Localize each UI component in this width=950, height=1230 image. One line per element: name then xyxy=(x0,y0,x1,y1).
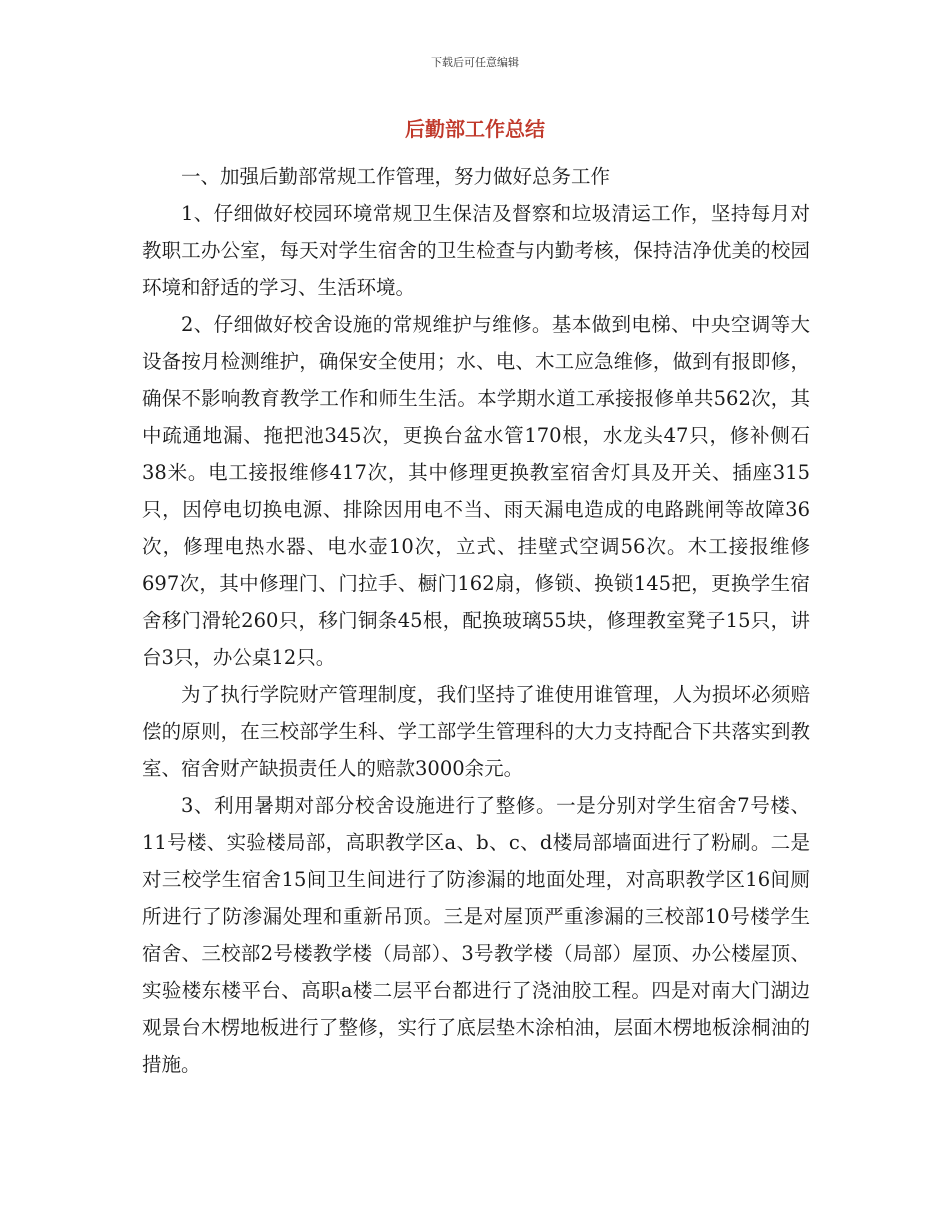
paragraph: 3、利用暑期对部分校舍设施进行了整修。一是分别对学生宿舍7号楼、11号楼、实验楼局部，高职教学区a、b、c、d楼局部墙面进行了粉刷。二是对三校学生宿舍15间卫生间进行了防渗漏的地面处理，对高职教学区16间厕所进行了防渗漏处理和重新吊顶。三是对屋顶严重渗漏的三校部10号楼学生宿舍、三校部2号楼教学楼（局部）、3号教学楼（局部）屋顶、办公楼屋顶、实验楼东楼平台、高职a楼二层平台都进行了浇油胶工程。四是对南大门湖边观景台木楞地板进行了整修，实行了底层垫木涂柏油，层面木楞地板涂桐油的措施。 xyxy=(142,794,810,1076)
paragraph: 为了执行学院财产管理制度，我们坚持了谁使用谁管理，人为损坏必须赔偿的原则，在三校部学生科、学工部学生管理科的大力支持配合下共落实到教室、宿舍财产缺损责任人的赔款3000余元。 xyxy=(142,683,810,780)
paragraph: 2、仔细做好校舍设施的常规维护与维修。基本做到电梯、中央空调等大设备按月检测维护，确保安全使用；水、电、木工应急维修，做到有报即修，确保不影响教育教学工作和师生生活。本学期水道工承接报修单共562次，其中疏通地漏、拖把池345次，更换台盆水管170根，水龙头47只，修补侧石38米。电工接报维修417次，其中修理更换教室宿舍灯具及开关、插座315只，因停电切换电源、排除因用电不当、雨天漏电造成的电路跳闸等故障36次，修理电热水器、电水壶10次，立式、挂壁式空调56次。木工接报维修697次，其中修理门、门拉手、橱门162扇，修锁、换锁145把，更换学生宿舍移门滑轮260只，移门铜条45根，配换玻璃55块，修理教室凳子15只，讲台3只，办公桌12只。 xyxy=(142,313,810,669)
header-note: 下载后可任意编辑 xyxy=(431,56,519,69)
section-heading: 一、加强后勤部常规工作管理，努力做好总务工作 xyxy=(181,165,611,188)
document-title: 后勤部工作总结 xyxy=(405,117,545,141)
document-body xyxy=(142,158,810,1083)
paragraph: 1、仔细做好校园环境常规卫生保洁及督察和垃圾清运工作，坚持每月对教职工办公室，每天对学生宿舍的卫生检查与内勤考核，保持洁净优美的校园环境和舒适的学习、生活环境。 xyxy=(142,202,810,299)
